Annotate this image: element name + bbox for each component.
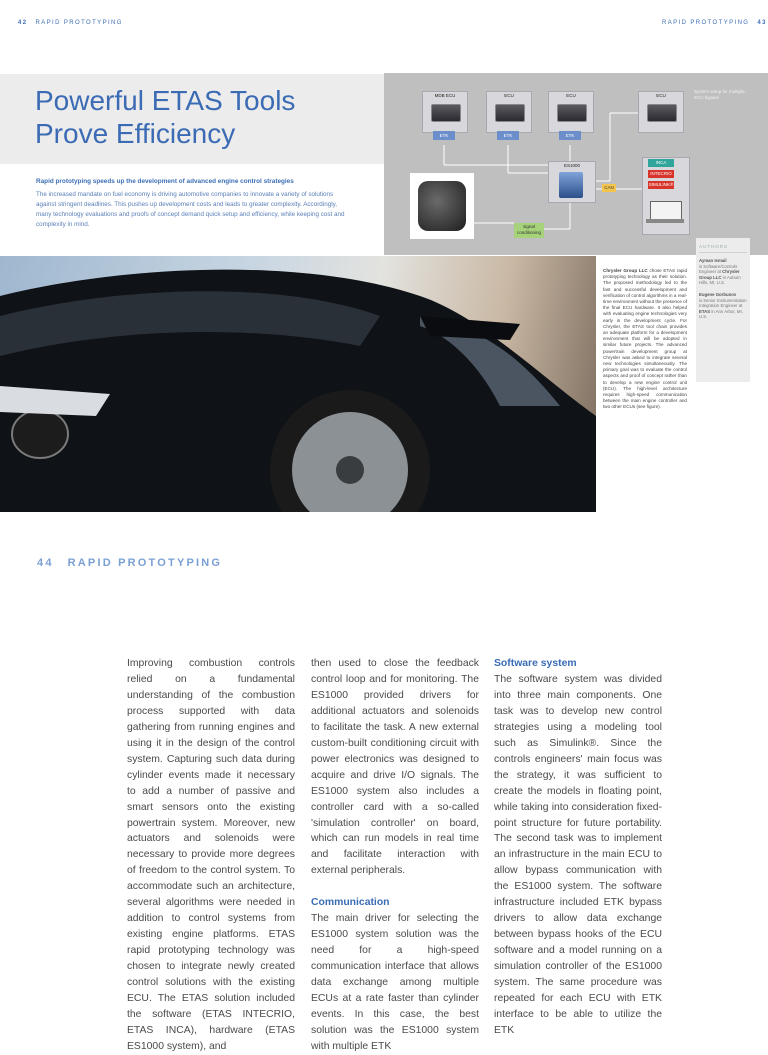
diagram-caption: System setup for multiple-ECU bypass	[694, 89, 747, 100]
body-column-2	[311, 656, 479, 1055]
ecu-box-mdb	[422, 91, 468, 133]
system-setup-diagram	[384, 73, 768, 255]
side-paragraph: chose ETAS rapid prototyping technology as their solution. The proposed methodology led to the fast and successful development and verification of control algorithms in a real-time environment without the presence of the final ECU hardware. It also helped with evaluating engine technologies very early in the development cycle. For Chrysler, the ETAS tool chain provides an adequate platform for a development environment that will be adopted in similar future projects. The advanced powertrain development group at Chrysler was asked to integrate several new technologies simultaneously. The primary goal was to evaluate the control aspects and proof of concept rather than to develop a new engine control unit (ECU). The high-level architecture requires high-speed communication between the main engine controller and two other ECUs (see figure).	[603, 268, 688, 410]
title-line-2: Prove Efficiency	[35, 118, 236, 149]
body-paragraph: then used to close the feedback control loop and for monitoring. The ES1000 provided drivers for additional actuators and solenoids to facilitate the task. A new external custom-built conditioning circuit with power electronics was designed to acquire and drive I/O signals. The ES1000 system also includes a controller card with a so-called 'simulation controller' on board, which can run models in real time and facilitate interaction with external peripherals.	[311, 658, 479, 877]
ecu-label: ECU	[656, 93, 666, 98]
company-name: Chrysler Group LLC	[603, 268, 648, 273]
engine-icon	[418, 181, 466, 231]
running-header-left	[18, 20, 123, 26]
page-number-42: 42	[18, 20, 28, 26]
ecu-device-icon	[647, 104, 677, 122]
page-44-section-label: RAPID PROTOTYPING	[67, 557, 223, 569]
car-photo	[0, 256, 596, 512]
author-2-role: is Senior Instrumentation Integration Engineer at	[699, 297, 747, 309]
lead-heading: Rapid prototyping speeds up the development of advanced engine control strategies	[36, 178, 294, 185]
car-illustration	[0, 256, 596, 512]
ecu-device-icon	[557, 104, 587, 122]
laptop-base	[646, 219, 684, 223]
pc-box	[642, 157, 690, 235]
laptop-icon	[650, 201, 682, 221]
inca-tag: INCA	[648, 159, 674, 167]
es1000-label: ES1000	[563, 163, 580, 168]
es1000-box	[548, 161, 596, 203]
author-1-role: is Software/Controls Engineer at	[699, 263, 738, 275]
lead-paragraph: The increased mandate on fuel economy is driving automotive companies to innovate a variety of solutions against stringent deadlines. This pushes up development costs and leads to greater complexity. Accordingly, many technology evaluations and proofs of concept demand quick setup and efficiency, while keeping cost and complexity in mind.	[36, 191, 345, 228]
ecu-label: ECU	[504, 93, 514, 98]
author-2-org: ETAS	[699, 308, 711, 314]
ecu-label: ECU	[566, 93, 576, 98]
page-44-header	[37, 557, 222, 569]
ecu-box-3	[548, 91, 594, 133]
etk-module-2: ETK	[497, 131, 519, 140]
subheading-communication: Communication	[311, 897, 390, 909]
side-column-text	[603, 268, 687, 411]
author-2-location: in Ann Arbor, MI, U.S.	[699, 308, 743, 320]
ecu-device-icon	[495, 104, 525, 122]
body-paragraph: The software system was divided into three main components. One task was to develop new control strategies using a modeling tool such as Simulink®. Since the controls engineers' main focus was the strategy, it was sufficient to create the models in floating point, while taking into consideration fixed-point structure for future portability. The second task was to implement an infrastructure in the main ECU to allow bypass communication with the ES1000 system. The software infrastructure included ETK bypass drivers to allow data exchange between bypass hooks of the ECU software and a model running on a simulation controller of the ES1000 system. The same procedure was repeated for each ECU with ETK interface to be able to utilize the ETK	[494, 673, 662, 1036]
author-2-name: Eugene Gorbunov	[699, 291, 737, 297]
page-number-44: 44	[37, 557, 54, 569]
engine-photo	[410, 173, 474, 239]
author-1-org: Chrysler Group LLC	[699, 269, 740, 280]
body-column-3	[494, 656, 662, 1039]
section-label: RAPID PROTOTYPING	[662, 20, 750, 26]
body-paragraph: Improving combustion controls relied on a fundamental understanding of the combustion process supported with data gathering from running engines and using it in the design of the control system. Capturing such data during cylinder events made it necessary to add a number of passive and smart sensors onto the existing powertrain system. Moreover, new actuators and solenoids were necessary to provide more degrees of freedom to the control system. To accommodate such an architecture, several algorithms were needed in addition to control systems from existing engine platforms. ETAS rapid prototyping technology was chosen to integrate newly created control solutions with the existing ECU. The ETAS solution included the software (ETAS INTECRIO, ETAS INCA), hardware (ETAS ES1000 system), and	[127, 658, 295, 1052]
divider	[699, 252, 747, 253]
etk-module-1: ETK	[433, 131, 455, 140]
authors-box	[696, 238, 750, 382]
author-1-name: Ayman Ismail	[699, 258, 727, 263]
title-line-1: Powerful ETAS Tools	[35, 85, 296, 116]
body-column-1	[127, 656, 295, 1055]
authors-heading: AUTHORS	[699, 244, 729, 249]
page-number-43: 43	[757, 20, 767, 26]
body-paragraph: The main driver for selecting the ES1000 system solution was the need for a high-speed communication interface that allows data exchange among multiple ECUs at a rate faster than cylinder events. In this case, the best solution was the ES1000 system with multiple ETK	[311, 913, 479, 1052]
ecu-box-4	[638, 91, 684, 133]
article-title	[35, 84, 295, 150]
signal-conditioning-box: signal conditioning	[514, 223, 544, 238]
ecu-box-2	[486, 91, 532, 133]
simulink-tag: SIMULINK®	[648, 182, 674, 187]
author-1-location: in Auburn Hills, MI, U.S.	[699, 274, 741, 286]
intecrio-tag: INTECRIO	[648, 170, 674, 178]
section-label: RAPID PROTOTYPING	[35, 20, 123, 26]
subheading-software-system: Software system	[494, 658, 577, 669]
running-header-right	[662, 20, 768, 26]
ecu-device-icon	[431, 104, 461, 122]
es1000-device-icon	[559, 172, 583, 198]
can-tag: CAN	[602, 184, 616, 192]
etk-module-3: ETK	[559, 131, 581, 140]
ecu-label: MDB ECU	[434, 93, 456, 98]
